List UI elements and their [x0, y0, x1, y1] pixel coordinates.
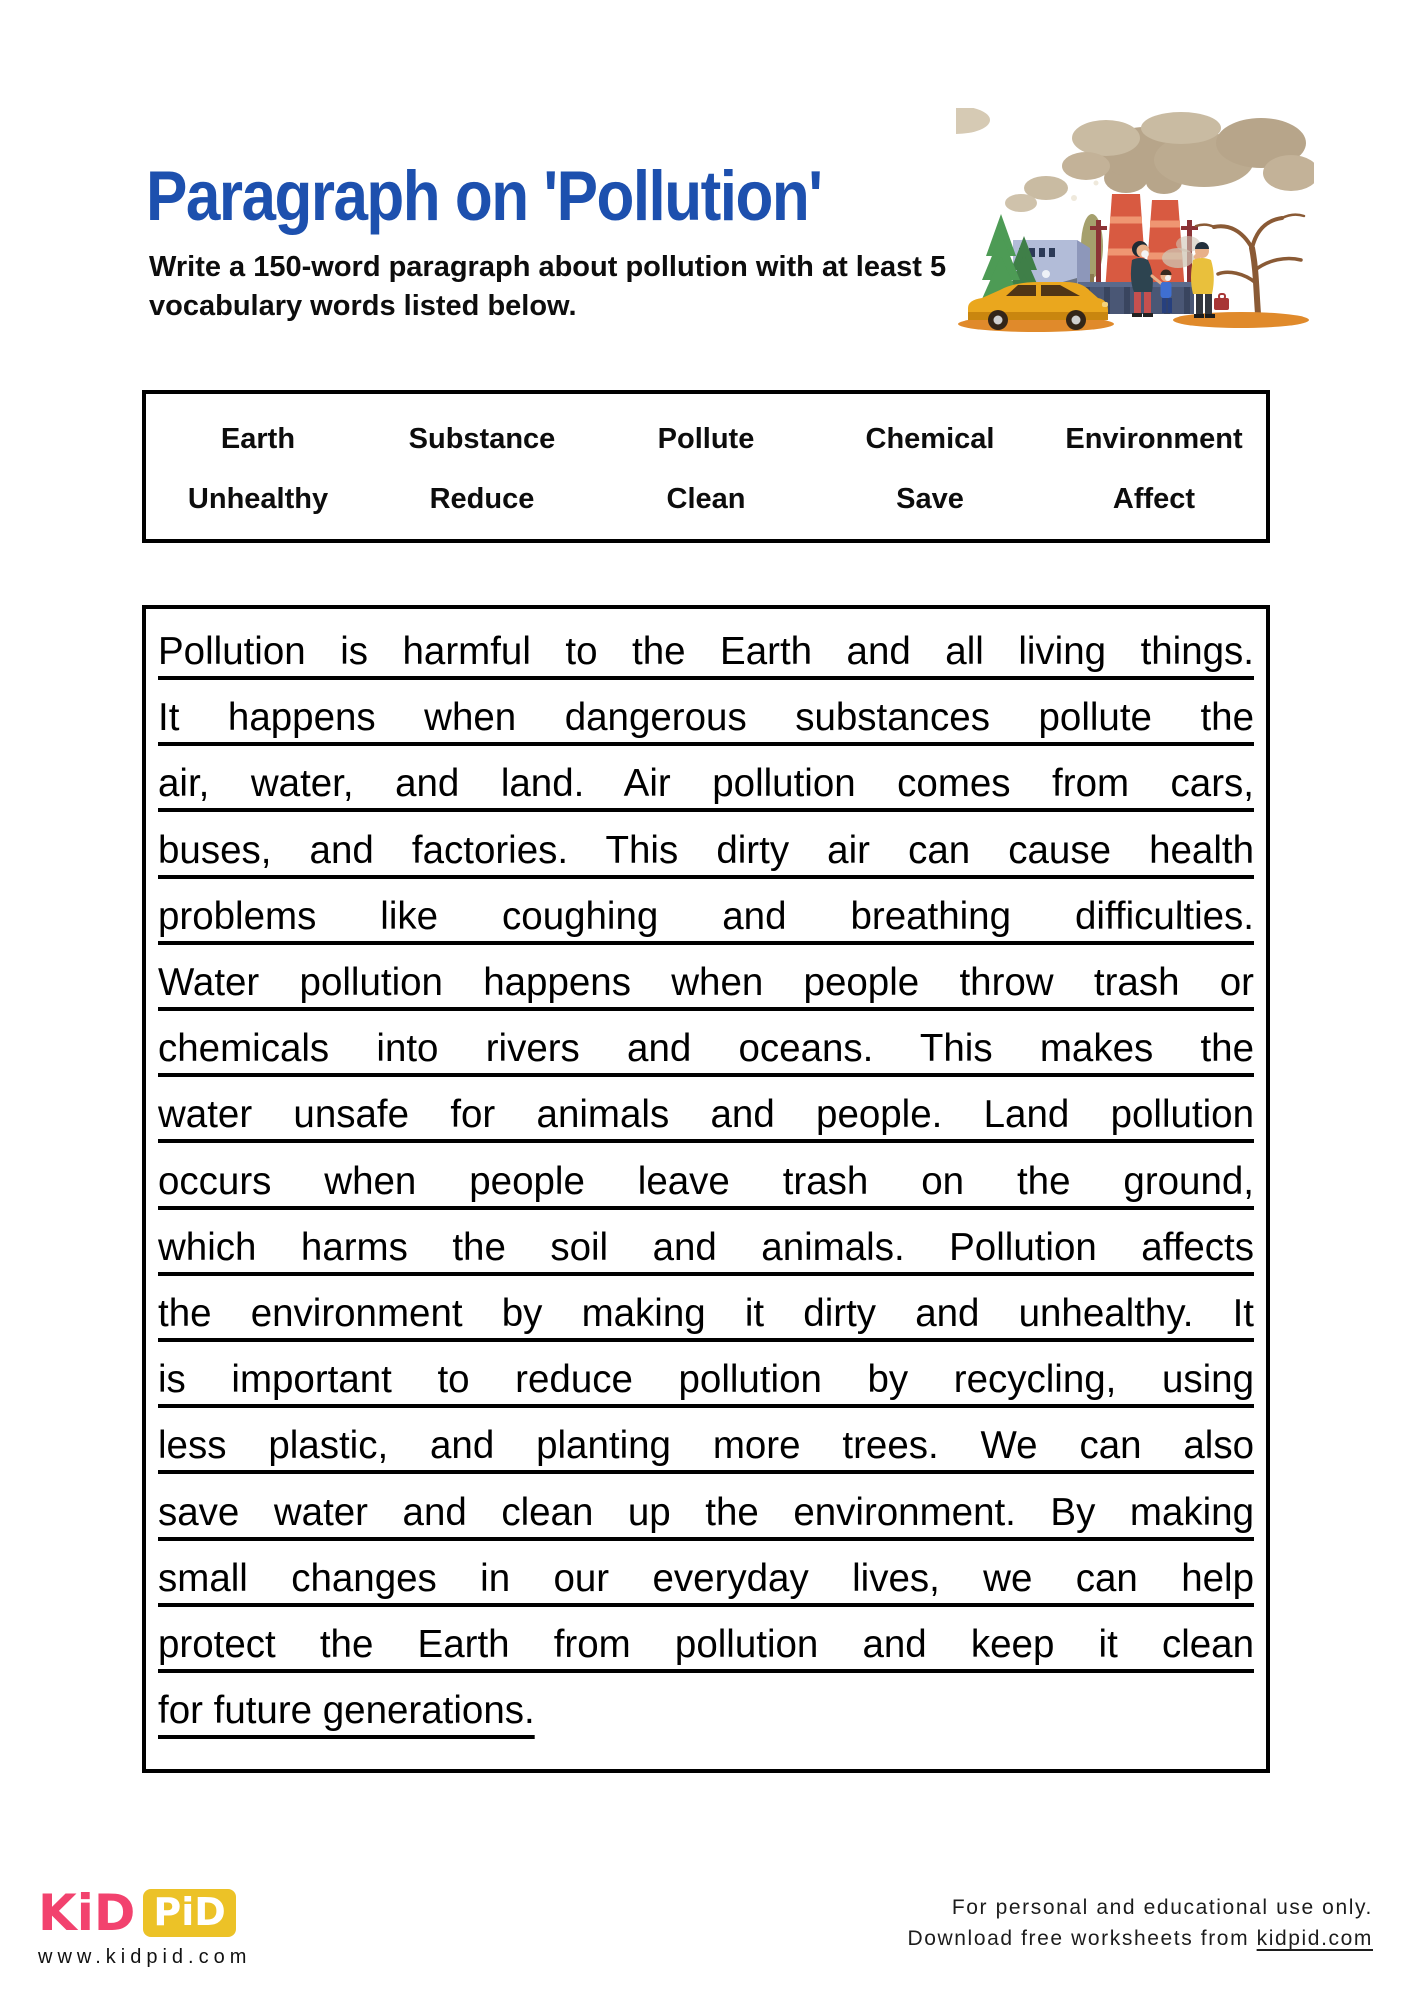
vocab-word: Pollute: [657, 422, 755, 455]
paragraph-line: small changes in our everyday lives, we can help: [158, 1556, 1254, 1600]
kidpid-logo-pid: PiD: [143, 1889, 235, 1937]
vocab-word: Clean: [666, 482, 746, 515]
paragraph-line: water unsafe for animals and people. Land pollution: [158, 1093, 1254, 1137]
instructions-line-1: Write a 150-word paragraph about pollution with at least 5: [149, 251, 947, 283]
paragraph-line: save water and clean up the environment. By making: [158, 1490, 1254, 1534]
paragraph-line: It happens when dangerous substances pollute the: [158, 696, 1254, 740]
paragraph-line: protect the Earth from pollution and keep it clean: [158, 1623, 1254, 1667]
paragraph-line: occurs when people leave trash on the ground,: [158, 1159, 1254, 1203]
paragraph-line: for future generations.: [158, 1689, 535, 1733]
paragraph-line: Pollution is harmful to the Earth and all living things.: [158, 630, 1254, 673]
vocab-word: Reduce: [429, 482, 535, 515]
pollution-illustration: [956, 108, 1314, 334]
footer-logo-block: [38, 1884, 252, 1969]
bare-tree: [1196, 215, 1304, 314]
vocabulary-box: [142, 390, 1270, 543]
vocab-word: Affect: [1112, 482, 1196, 515]
vocab-word: Earth: [220, 422, 296, 455]
footer-note: [907, 1892, 1373, 1954]
paragraph-line: air, water, and land. Air pollution comes from cars,: [158, 762, 1254, 806]
vocab-word: Chemical: [865, 422, 995, 455]
vocab-word: Save: [896, 482, 964, 515]
footer-note-line-2-text: Download free worksheets from: [907, 1927, 1257, 1950]
paragraph-line: the environment by making it dirty and unhealthy. It: [158, 1292, 1254, 1336]
vocab-word: Environment: [1065, 422, 1243, 455]
paragraph-line: which harms the soil and animals. Pollution affects: [158, 1225, 1254, 1269]
paragraph-line: buses, and factories. This dirty air can cause health: [158, 828, 1254, 872]
kidpid-link[interactable]: kidpid.com: [1256, 1927, 1373, 1950]
paragraph-line: problems like coughing and breathing difficulties.: [158, 894, 1254, 938]
kidpid-url: www.kidpid.com: [38, 1946, 252, 1968]
instructions: [149, 248, 946, 326]
vocab-word: Unhealthy: [187, 482, 329, 515]
paragraph-line: is important to reduce pollution by recycling, using: [158, 1358, 1254, 1402]
kidpid-logo-kid: KiD: [38, 1884, 136, 1942]
page-title: Paragraph on 'Pollution': [146, 157, 822, 236]
paragraph-line: Water pollution happens when people throw trash or: [158, 961, 1254, 1005]
footer-note-line-1: For personal and educational use only.: [951, 1896, 1373, 1919]
vocab-word: Substance: [408, 422, 556, 455]
instructions-line-2: vocabulary words listed below.: [149, 290, 577, 322]
paragraph-box: [142, 605, 1270, 1773]
paragraph-line: chemicals into rivers and oceans. This makes the: [158, 1027, 1254, 1071]
kidpid-logo: [38, 1884, 251, 1942]
footer-note-line-2: [907, 1923, 1373, 1954]
paragraph-line: less plastic, and planting more trees. We can also: [158, 1424, 1254, 1468]
